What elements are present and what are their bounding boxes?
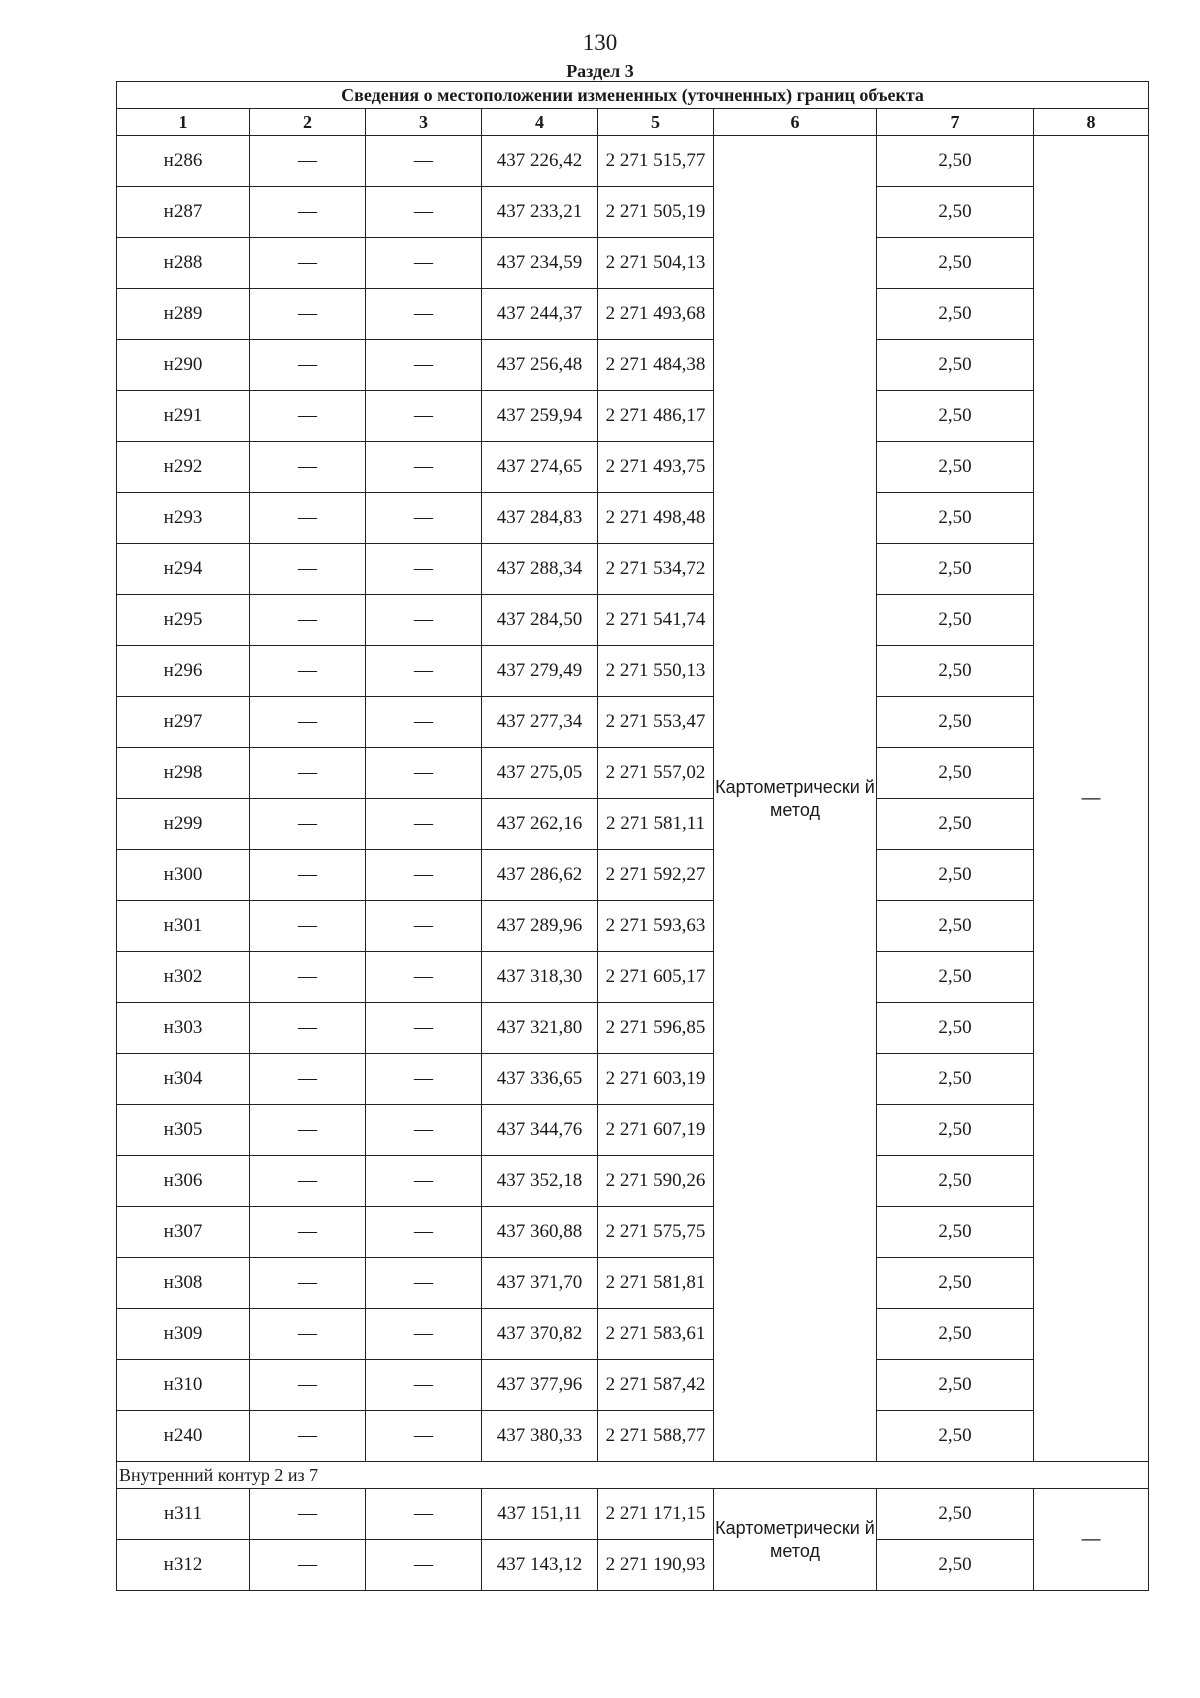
- table-row: [117, 1540, 1149, 1591]
- description-cell: —: [1034, 1489, 1149, 1591]
- table-row: [117, 340, 1149, 391]
- point-number-cell: н305: [117, 1105, 250, 1156]
- table-row: [117, 1360, 1149, 1411]
- point-number-cell: н298: [117, 748, 250, 799]
- point-number-cell: н240: [117, 1411, 250, 1462]
- old-y-cell: —: [366, 1411, 482, 1462]
- page-number: 130: [582, 30, 618, 55]
- old-y-cell: —: [366, 187, 482, 238]
- new-y-cell: 2 271 593,63: [598, 901, 714, 952]
- table-row: [117, 1054, 1149, 1105]
- point-number-cell: н288: [117, 238, 250, 289]
- new-x-cell: 437 233,21: [482, 187, 598, 238]
- old-x-cell: —: [250, 544, 366, 595]
- new-y-cell: 2 271 603,19: [598, 1054, 714, 1105]
- new-x-cell: 437 318,30: [482, 952, 598, 1003]
- old-x-cell: —: [250, 238, 366, 289]
- new-y-cell: 2 271 484,38: [598, 340, 714, 391]
- point-number-cell: н312: [117, 1540, 250, 1591]
- new-x-cell: 437 344,76: [482, 1105, 598, 1156]
- point-number-cell: н293: [117, 493, 250, 544]
- new-x-cell: 437 274,65: [482, 442, 598, 493]
- precision-cell: 2,50: [877, 187, 1034, 238]
- new-y-cell: 2 271 592,27: [598, 850, 714, 901]
- new-y-cell: 2 271 588,77: [598, 1411, 714, 1462]
- new-x-cell: 437 151,11: [482, 1489, 598, 1540]
- new-y-cell: 2 271 596,85: [598, 1003, 714, 1054]
- old-y-cell: —: [366, 952, 482, 1003]
- new-x-cell: 437 360,88: [482, 1207, 598, 1258]
- new-y-cell: 2 271 581,11: [598, 799, 714, 850]
- precision-cell: 2,50: [877, 1411, 1034, 1462]
- point-number-cell: н290: [117, 340, 250, 391]
- old-x-cell: —: [250, 1411, 366, 1462]
- old-y-cell: —: [366, 493, 482, 544]
- old-x-cell: —: [250, 952, 366, 1003]
- old-x-cell: —: [250, 1003, 366, 1054]
- new-y-cell: 2 271 190,93: [598, 1540, 714, 1591]
- precision-cell: 2,50: [877, 136, 1034, 187]
- precision-cell: 2,50: [877, 1360, 1034, 1411]
- old-x-cell: —: [250, 799, 366, 850]
- old-y-cell: —: [366, 1489, 482, 1540]
- old-y-cell: —: [366, 391, 482, 442]
- old-x-cell: —: [250, 901, 366, 952]
- old-x-cell: —: [250, 1156, 366, 1207]
- old-y-cell: —: [366, 544, 482, 595]
- new-x-cell: 437 262,16: [482, 799, 598, 850]
- precision-cell: 2,50: [877, 850, 1034, 901]
- table-row: [117, 952, 1149, 1003]
- new-x-cell: 437 289,96: [482, 901, 598, 952]
- point-number-cell: н301: [117, 901, 250, 952]
- new-x-cell: 437 259,94: [482, 391, 598, 442]
- point-number-cell: н299: [117, 799, 250, 850]
- section-title: Раздел 3: [566, 61, 634, 81]
- table-row: [117, 391, 1149, 442]
- table-row: [117, 1003, 1149, 1054]
- old-y-cell: —: [366, 799, 482, 850]
- old-y-cell: —: [366, 1540, 482, 1591]
- table-row: [117, 1309, 1149, 1360]
- old-x-cell: —: [250, 1540, 366, 1591]
- new-x-cell: 437 244,37: [482, 289, 598, 340]
- point-number-cell: н287: [117, 187, 250, 238]
- point-number-cell: н289: [117, 289, 250, 340]
- new-x-cell: 437 277,34: [482, 697, 598, 748]
- old-x-cell: —: [250, 646, 366, 697]
- table-row: [117, 646, 1149, 697]
- column-number-header: 2: [250, 109, 366, 136]
- new-x-cell: 437 279,49: [482, 646, 598, 697]
- table-row: [117, 544, 1149, 595]
- table-row: [117, 901, 1149, 952]
- new-x-cell: 437 226,42: [482, 136, 598, 187]
- table-row: [117, 187, 1149, 238]
- precision-cell: 2,50: [877, 952, 1034, 1003]
- column-number-header: 1: [117, 109, 250, 136]
- new-y-cell: 2 271 581,81: [598, 1258, 714, 1309]
- old-x-cell: —: [250, 1489, 366, 1540]
- precision-cell: 2,50: [877, 1105, 1034, 1156]
- table-row: [117, 1258, 1149, 1309]
- point-number-cell: н294: [117, 544, 250, 595]
- old-x-cell: —: [250, 187, 366, 238]
- old-x-cell: —: [250, 1360, 366, 1411]
- table-caption: Сведения о местоположении измененных (уточненных) границ объекта: [117, 82, 1149, 109]
- contour-label: Внутренний контур 2 из 7: [117, 1462, 1149, 1489]
- new-y-cell: 2 271 587,42: [598, 1360, 714, 1411]
- old-x-cell: —: [250, 136, 366, 187]
- point-number-cell: н304: [117, 1054, 250, 1105]
- table-row: [117, 595, 1149, 646]
- new-y-cell: 2 271 498,48: [598, 493, 714, 544]
- table-row: [117, 238, 1149, 289]
- column-number-header: 3: [366, 109, 482, 136]
- new-y-cell: 2 271 575,75: [598, 1207, 714, 1258]
- point-number-cell: н300: [117, 850, 250, 901]
- new-y-cell: 2 271 553,47: [598, 697, 714, 748]
- old-y-cell: —: [366, 1309, 482, 1360]
- old-y-cell: —: [366, 1207, 482, 1258]
- old-y-cell: —: [366, 1258, 482, 1309]
- new-y-cell: 2 271 583,61: [598, 1309, 714, 1360]
- boundary-coordinates-table: [116, 81, 1149, 1591]
- new-x-cell: 437 288,34: [482, 544, 598, 595]
- point-number-cell: н306: [117, 1156, 250, 1207]
- point-number-cell: н302: [117, 952, 250, 1003]
- column-number-row: [117, 109, 1149, 136]
- new-y-cell: 2 271 541,74: [598, 595, 714, 646]
- precision-cell: 2,50: [877, 646, 1034, 697]
- new-y-cell: 2 271 605,17: [598, 952, 714, 1003]
- precision-cell: 2,50: [877, 544, 1034, 595]
- old-x-cell: —: [250, 391, 366, 442]
- old-x-cell: —: [250, 1309, 366, 1360]
- point-number-cell: н311: [117, 1489, 250, 1540]
- new-y-cell: 2 271 171,15: [598, 1489, 714, 1540]
- point-number-cell: н295: [117, 595, 250, 646]
- precision-cell: 2,50: [877, 1489, 1034, 1540]
- old-x-cell: —: [250, 748, 366, 799]
- table-row: [117, 799, 1149, 850]
- column-number-header: 6: [714, 109, 877, 136]
- point-number-cell: н308: [117, 1258, 250, 1309]
- precision-cell: 2,50: [877, 697, 1034, 748]
- old-x-cell: —: [250, 340, 366, 391]
- table-row: [117, 1207, 1149, 1258]
- precision-cell: 2,50: [877, 1156, 1034, 1207]
- point-number-cell: н292: [117, 442, 250, 493]
- new-x-cell: 437 377,96: [482, 1360, 598, 1411]
- old-y-cell: —: [366, 1156, 482, 1207]
- point-number-cell: н286: [117, 136, 250, 187]
- description-cell: —: [1034, 136, 1149, 1462]
- old-y-cell: —: [366, 901, 482, 952]
- method-cell: Картометрически й метод: [714, 136, 877, 1462]
- new-x-cell: 437 234,59: [482, 238, 598, 289]
- old-y-cell: —: [366, 850, 482, 901]
- new-x-cell: 437 370,82: [482, 1309, 598, 1360]
- point-number-cell: н307: [117, 1207, 250, 1258]
- new-y-cell: 2 271 493,68: [598, 289, 714, 340]
- old-y-cell: —: [366, 238, 482, 289]
- new-y-cell: 2 271 515,77: [598, 136, 714, 187]
- table-row: [117, 1489, 1149, 1540]
- new-y-cell: 2 271 486,17: [598, 391, 714, 442]
- table-row: [117, 850, 1149, 901]
- precision-cell: 2,50: [877, 493, 1034, 544]
- precision-cell: 2,50: [877, 748, 1034, 799]
- new-x-cell: 437 380,33: [482, 1411, 598, 1462]
- old-y-cell: —: [366, 748, 482, 799]
- new-y-cell: 2 271 607,19: [598, 1105, 714, 1156]
- new-x-cell: 437 321,80: [482, 1003, 598, 1054]
- new-x-cell: 437 352,18: [482, 1156, 598, 1207]
- point-number-cell: н297: [117, 697, 250, 748]
- precision-cell: 2,50: [877, 1309, 1034, 1360]
- old-x-cell: —: [250, 289, 366, 340]
- old-x-cell: —: [250, 595, 366, 646]
- precision-cell: 2,50: [877, 1003, 1034, 1054]
- old-y-cell: —: [366, 442, 482, 493]
- new-x-cell: 437 143,12: [482, 1540, 598, 1591]
- new-y-cell: 2 271 550,13: [598, 646, 714, 697]
- contour-row: [117, 1462, 1149, 1489]
- precision-cell: 2,50: [877, 1207, 1034, 1258]
- new-x-cell: 437 336,65: [482, 1054, 598, 1105]
- old-y-cell: —: [366, 1105, 482, 1156]
- point-number-cell: н310: [117, 1360, 250, 1411]
- old-x-cell: —: [250, 1258, 366, 1309]
- old-x-cell: —: [250, 697, 366, 748]
- table-row: [117, 748, 1149, 799]
- table-row: [117, 289, 1149, 340]
- table-row: [117, 442, 1149, 493]
- new-y-cell: 2 271 534,72: [598, 544, 714, 595]
- old-y-cell: —: [366, 646, 482, 697]
- new-x-cell: 437 256,48: [482, 340, 598, 391]
- precision-cell: 2,50: [877, 442, 1034, 493]
- precision-cell: 2,50: [877, 340, 1034, 391]
- point-number-cell: н303: [117, 1003, 250, 1054]
- old-x-cell: —: [250, 1054, 366, 1105]
- new-x-cell: 437 284,83: [482, 493, 598, 544]
- old-y-cell: —: [366, 697, 482, 748]
- new-x-cell: 437 284,50: [482, 595, 598, 646]
- new-y-cell: 2 271 590,26: [598, 1156, 714, 1207]
- new-y-cell: 2 271 505,19: [598, 187, 714, 238]
- new-y-cell: 2 271 504,13: [598, 238, 714, 289]
- point-number-cell: н296: [117, 646, 250, 697]
- old-y-cell: —: [366, 340, 482, 391]
- precision-cell: 2,50: [877, 391, 1034, 442]
- column-number-header: 8: [1034, 109, 1149, 136]
- new-y-cell: 2 271 557,02: [598, 748, 714, 799]
- table-row: [117, 697, 1149, 748]
- new-x-cell: 437 275,05: [482, 748, 598, 799]
- column-number-header: 4: [482, 109, 598, 136]
- table-row: [117, 493, 1149, 544]
- old-x-cell: —: [250, 1207, 366, 1258]
- old-y-cell: —: [366, 595, 482, 646]
- old-y-cell: —: [366, 289, 482, 340]
- old-x-cell: —: [250, 850, 366, 901]
- precision-cell: 2,50: [877, 1258, 1034, 1309]
- new-y-cell: 2 271 493,75: [598, 442, 714, 493]
- column-number-header: 5: [598, 109, 714, 136]
- table-row: [117, 1105, 1149, 1156]
- table-row: [117, 1156, 1149, 1207]
- old-y-cell: —: [366, 136, 482, 187]
- new-x-cell: 437 371,70: [482, 1258, 598, 1309]
- point-number-cell: н309: [117, 1309, 250, 1360]
- precision-cell: 2,50: [877, 1540, 1034, 1591]
- column-number-header: 7: [877, 109, 1034, 136]
- new-x-cell: 437 286,62: [482, 850, 598, 901]
- table-row: [117, 1411, 1149, 1462]
- method-cell: Картометрически й метод: [714, 1489, 877, 1591]
- old-x-cell: —: [250, 493, 366, 544]
- precision-cell: 2,50: [877, 595, 1034, 646]
- precision-cell: 2,50: [877, 799, 1034, 850]
- precision-cell: 2,50: [877, 289, 1034, 340]
- old-y-cell: —: [366, 1003, 482, 1054]
- table-row: [117, 136, 1149, 187]
- precision-cell: 2,50: [877, 1054, 1034, 1105]
- point-number-cell: н291: [117, 391, 250, 442]
- old-y-cell: —: [366, 1054, 482, 1105]
- precision-cell: 2,50: [877, 901, 1034, 952]
- old-x-cell: —: [250, 1105, 366, 1156]
- old-y-cell: —: [366, 1360, 482, 1411]
- precision-cell: 2,50: [877, 238, 1034, 289]
- old-x-cell: —: [250, 442, 366, 493]
